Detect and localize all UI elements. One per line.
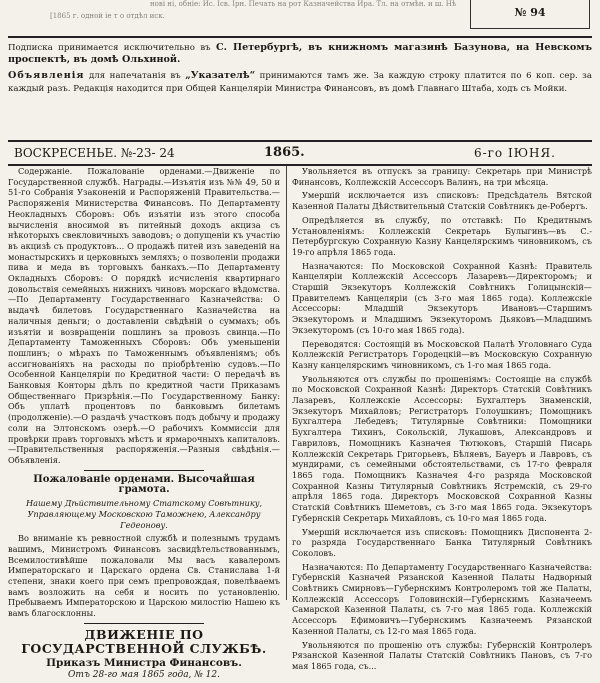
paragraph-leave: Увольняется въ отпускъ за границу: Секретарь при Министрѣ Финансовъ, Коллежскій Ассессоръ Валинъ, на три мѣсяца. <box>292 166 592 187</box>
dateline-day: ВОСКРЕСЕНЬЕ. №-23- 24 <box>14 146 175 160</box>
order-heading: Приказъ Министра Финансовъ. <box>46 656 242 669</box>
fragment-line: [1865 г. одной іе т о отдѣл иск. <box>50 12 165 20</box>
dateline <box>8 140 592 166</box>
contents-paragraph: Содержаніе. Пожалованіе орденами.—Движеніе по Государственной службѣ. Награды.—Изъятія изъ №№ 49, 50 и 51-го Собранія Узаконеній и Распоряженій Правительства.— Распоряженія Министерства Финансовъ. По Департаменту Неокладныхъ Сборовъ: Объ изъятіи изъ этого способа вычисленія вносимой въ питейный доходъ акциза съ нѣкоторыхъ свекловичныхъ заводовъ; о допущеніи къ участію въ акцизѣ съ продуктовъ... О продажѣ питей изъ заведеній на монастырскихъ и церковныхъ земляхъ; о позволеніи продажи пива и меда въ торговыхъ банкахъ.—По Департаменту Окладныхъ Сборовъ: О порядкѣ исчисленія квартирнаго довольствія семейныхъ нижнихъ чиновъ морскаго вѣдомства.—По Департаменту Государственнаго Казначейства: О выдачѣ билетовъ Государственнаго Казначейства на наличныя деньги; о доставленіи свѣдѣній о суммахъ; объ изъятіи и возвращеніи пошлинъ за провозъ свинца.—По Департаменту Таможенныхъ Сборовъ: Объ уменьшеніи пошлинъ; о мѣрахъ по Таможеннымъ объявленіямъ; объ ассигнованіяхъ на расходы по пріобрѣтенію судовъ.—По Особенной Канцеляріи по Кредитной части: О передачѣ въ Банковыя Конторы дѣлъ по кредитной части Приказамъ Общественнаго Призрѣнія.—По Государственному Банку: Объ уплатѣ процентовъ по банковымъ билетамъ (продолженіе).—О раздачѣ участковъ подъ добычу и продажу соли на Элтонскомъ озерѣ.—О рабочихъ Коммиссіи для провѣрки правъ торговыхъ мѣстъ и ярмарочныхъ капиталовъ.—Правительственныя распоряженія.—Разныя свѣдѣнія.—Объявленія. <box>8 166 280 465</box>
top-rule <box>8 36 592 38</box>
column-divider <box>286 166 287 600</box>
rule-divider <box>84 470 204 471</box>
paragraph-assignments: Назначаются: По Московской Сохранной Казнѣ: Правитель Канцеляріи Коллежскій Ассессоръ Лазаревъ—Директоромъ; и Старшій Экзекуторъ Коллежскій Совѣтникъ Голицынскій—Правителемъ Канцеляріи (съ 3-го мая 1865 года). Коллежскіе Ассессоры: Младшій Экзекуторъ Ивановъ—Старшимъ Экзекуторомъ и Младшимъ Экзекуторомъ Дьяковъ—Младшимъ Экзекуторомъ (съ 10-го мая 1865 года). <box>292 260 592 335</box>
section-heading: ДВИЖЕНІЕ ПО ГОСУДАРСТВЕННОЙ СЛУЖБѢ. <box>21 626 267 656</box>
notice-paper-name: „Указателѣ“ <box>185 70 256 82</box>
paragraph-deceased-2: Умершій исключается изъ списковъ: Помощникъ Диспонента 2-го разряда Государственнаго Банка Титулярный Совѣтникъ Соколовъ. <box>292 526 592 558</box>
notice-line-2-post: принимаются тамъ же. За каждую строку платится по 6 коп. сер. за каждый разъ. Редакція находится при Общей Канцеляріи Министра Финансовъ, въ домѣ Главнаго Штаба, ходъ съ Мойки. <box>8 71 592 94</box>
notice-line-1-bold: С. Петербургѣ, въ книжномъ магазинѣ Базунова, на Невскомъ проспектѣ, въ домѣ Ольхиной. <box>8 42 592 66</box>
paragraph-transfers: Переводятся: Состоящій въ Московской Палатѣ Уголовнаго Суда Коллежскій Регистраторъ Городецкій—въ Московскую Сохранную Казну канцелярскимъ чиновникомъ, съ 1-го мая 1865 года. <box>292 338 592 370</box>
order-date: Отъ 28-го мая 1865 года, № 12. <box>68 670 220 681</box>
paragraph-dismissals-2: Увольняются по прошенію отъ службы: Губернскій Контролеръ Рязанской Казенной Палаты Статскій Совѣтникъ Пановъ, съ 7-го мая 1865 года, съ... <box>292 639 592 671</box>
paragraph-appointment: Опредѣляется въ службу, по отставкѣ: По Кредитнымъ Установленіямъ: Коллежскій Секретарь Булыгинъ—въ С.-Петербургскую Сохранную Казну Канцелярскимъ чиновникомъ, съ 19-го апрѣля 1865 года. <box>292 214 592 257</box>
grant-address: Нашему Дѣйствительному Статскому Совѣтнику, Управляющему Московскою Таможнею, Александру Гедеонову. <box>25 498 263 531</box>
subscription-notice <box>8 42 592 95</box>
notice-line-2-pre: Объявленія <box>8 70 85 82</box>
notice-line-2-mid: для напечатанія въ <box>84 71 186 82</box>
top-strip <box>0 0 600 46</box>
dateline-year: 1865. <box>264 145 305 160</box>
dateline-date: 6-го ІЮНЯ. <box>473 146 556 160</box>
notice-line-1-pre: Подписка принимается исключительно въ <box>8 43 217 53</box>
notice-line-1 <box>8 42 592 66</box>
paragraph-treasury: Назначаются: По Департаменту Государственнаго Казначейства: Губернскій Казначей Рязанской Казенной Палаты Надворный Совѣтникъ Смирновъ—Губернскимъ Контролеромъ той же Палаты, Коллежскій Ассессоръ Головинскій—Губернскимъ Казначеемъ Самарской Казенной Палаты, съ 7-го мая 1865 года. Коллежскій Ассессоръ Ефимовичъ—Губернскимъ Казначеемъ Рязанской Казенной Палаты, съ 12-го мая 1865 года. <box>292 561 592 636</box>
grant-heading: Пожалованіе орденами. Высочайшая грамота. <box>33 473 255 496</box>
paragraph-dismissals: Увольняются отъ службы по прошеніямъ: Состоящіе на службѣ по Московской Сохранной Казнѣ: Директоръ Статскій Совѣтникъ Лазаревъ, Коллежскіе Ассессоры: Бухгалтеръ Знаменскій, Экзекуторъ Михайловъ; Регистраторъ Голоушкинъ; Помощникъ Бухгалтера Лебедевъ; Титулярные Совѣтники: Помощники Бухгалтера Тихинъ, Сокольскій, Лукашовъ, Александровъ и Гавриловъ, Помощникъ Казначея Тютюковъ, Старшій Писарь Коллежскій Секретарь Григорьевъ, Бѣляевъ, Бауеръ и Лавровъ, съ мундирами, съ семейными обстоятельствами, съ 17-го февраля 1865 года. Помощникъ Казначея 4-го разряда Московской Сохранной Казны Титулярный Совѣтникъ Ястремскій, съ 29-го апрѣля 1865 года. Директоръ Московской Сохранной Казны Статскій Совѣтникъ Шеметовъ, съ 3-го мая 1865 года. Экзекуторъ Губернскій Секретарь Михайловъ, съ 10-го мая 1865 года. <box>292 373 592 523</box>
faded-top-line: нові ні, обніе: Ис. Ісв. Ірн. Печать на рот Казначейства Ира. Тл. на отмѣн. и ш. Нѣ <box>150 0 457 8</box>
rule-divider <box>84 623 204 624</box>
right-column <box>292 166 592 675</box>
notice-line-2 <box>8 70 592 94</box>
paragraph-deceased: Умершій исключается изъ списковъ: Предсѣдатель Вятской Казенной Палаты Дѣйствительный Статскій Совѣтникъ де-Робертъ. <box>292 190 592 212</box>
left-column <box>8 166 280 683</box>
masthead-box: № 94 <box>470 0 590 29</box>
grant-body: Во вниманіе къ ревностной службѣ и полезнымъ трудамъ вашимъ, Министромъ Финансовъ засвидѣтельствованнымъ, Всемилостивѣйше пожаловали Мы васъ кавалеромъ Императорскаго и Царскаго ордена Св. Станислава 1-й степени, знаки коего при семъ препровождая, повелѣваемъ вамъ возложить на себя и носить по установленію. Пребываемъ Императорскою и Царскою милостію Нашею къ вамъ благосклонны. <box>8 533 280 619</box>
